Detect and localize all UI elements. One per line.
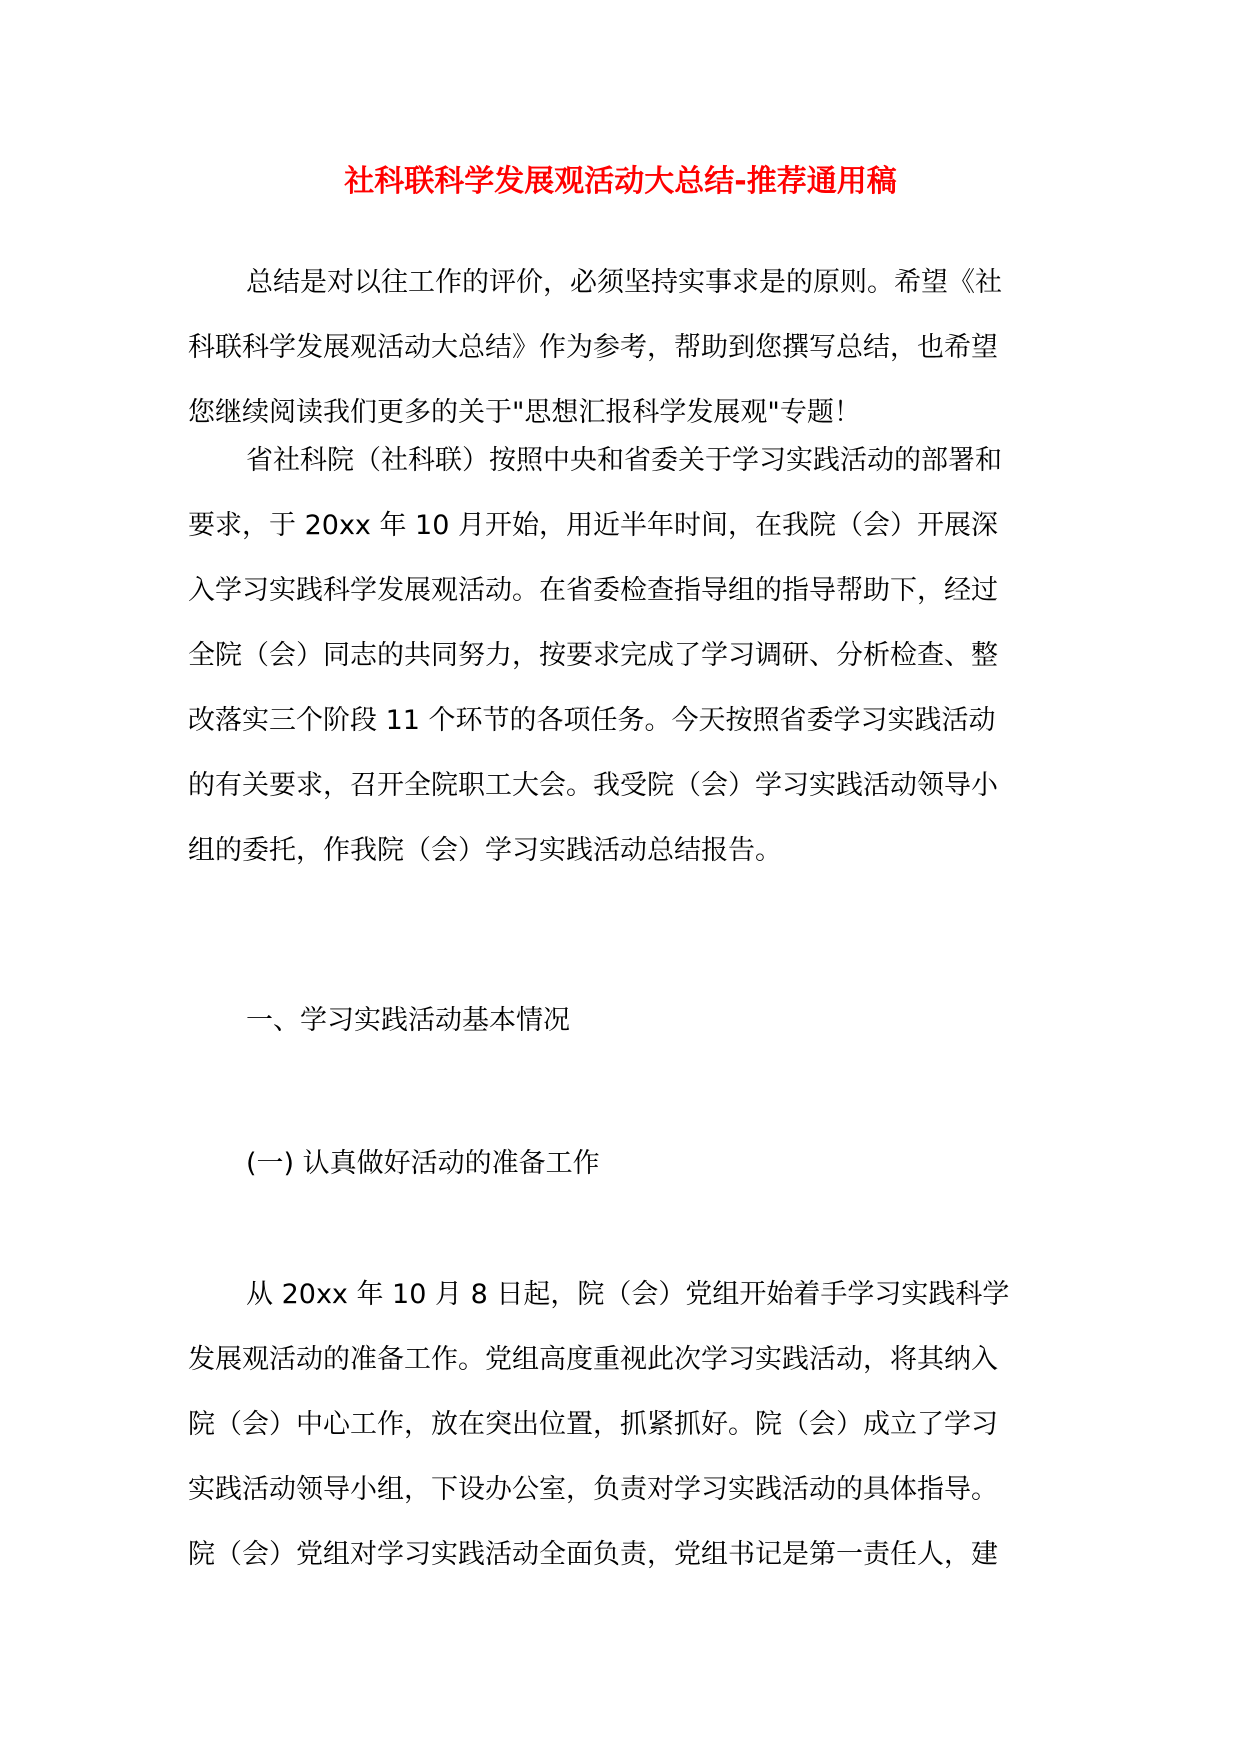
- paragraph-line: 从 20xx 年 10 月 8 日起，院（会）党组开始着手学习实践科学: [246, 1279, 1010, 1310]
- intro-paragraph: [188, 250, 1060, 445]
- paragraph-line: 院（会）中心工作，放在突出位置，抓紧抓好。院（会）成立了学习: [188, 1409, 998, 1440]
- section-heading: 一、学习实践活动基本情况: [246, 1005, 570, 1036]
- paragraph-line: 组的委托，作我院（会）学习实践活动总结报告。: [188, 835, 782, 866]
- paragraph-line: 要求，于 20xx 年 10 月开始，用近半年时间，在我院（会）开展深: [188, 510, 998, 541]
- paragraph-line: 全院（会）同志的共同努力，按要求完成了学习调研、分析检查、整: [188, 640, 998, 671]
- intro-line: 总结是对以往工作的评价，必须坚持实事求是的原则。希望《社: [246, 267, 1002, 298]
- paragraph-line: 入学习实践科学发展观活动。在省委检查指导组的指导帮助下，经过: [188, 575, 998, 606]
- body-paragraph-1: [188, 428, 1060, 883]
- intro-line: 科联科学发展观活动大总结》作为参考，帮助到您撰写总结，也希望: [188, 332, 998, 363]
- paragraph-line: 院（会）党组对学习实践活动全面负责，党组书记是第一责任人，建: [188, 1539, 998, 1570]
- paragraph-line: 改落实三个阶段 11 个环节的各项任务。今天按照省委学习实践活动: [188, 705, 996, 736]
- body-paragraph-2: [188, 1262, 1060, 1587]
- paragraph-line: 实践活动领导小组，下设办公室，负责对学习实践活动的具体指导。: [188, 1474, 998, 1505]
- intro-line: 您继续阅读我们更多的关于"思想汇报科学发展观"专题！: [188, 397, 861, 428]
- paragraph-line: 发展观活动的准备工作。党组高度重视此次学习实践活动，将其纳入: [188, 1344, 998, 1375]
- paragraph-line: 省社科院（社科联）按照中央和省委关于学习实践活动的部署和: [246, 445, 1002, 476]
- subsection-heading: (一) 认真做好活动的准备工作: [246, 1148, 600, 1179]
- document-title: 社科联科学发展观活动大总结-推荐通用稿: [344, 164, 897, 199]
- paragraph-line: 的有关要求，召开全院职工大会。我受院（会）学习实践活动领导小: [188, 770, 998, 801]
